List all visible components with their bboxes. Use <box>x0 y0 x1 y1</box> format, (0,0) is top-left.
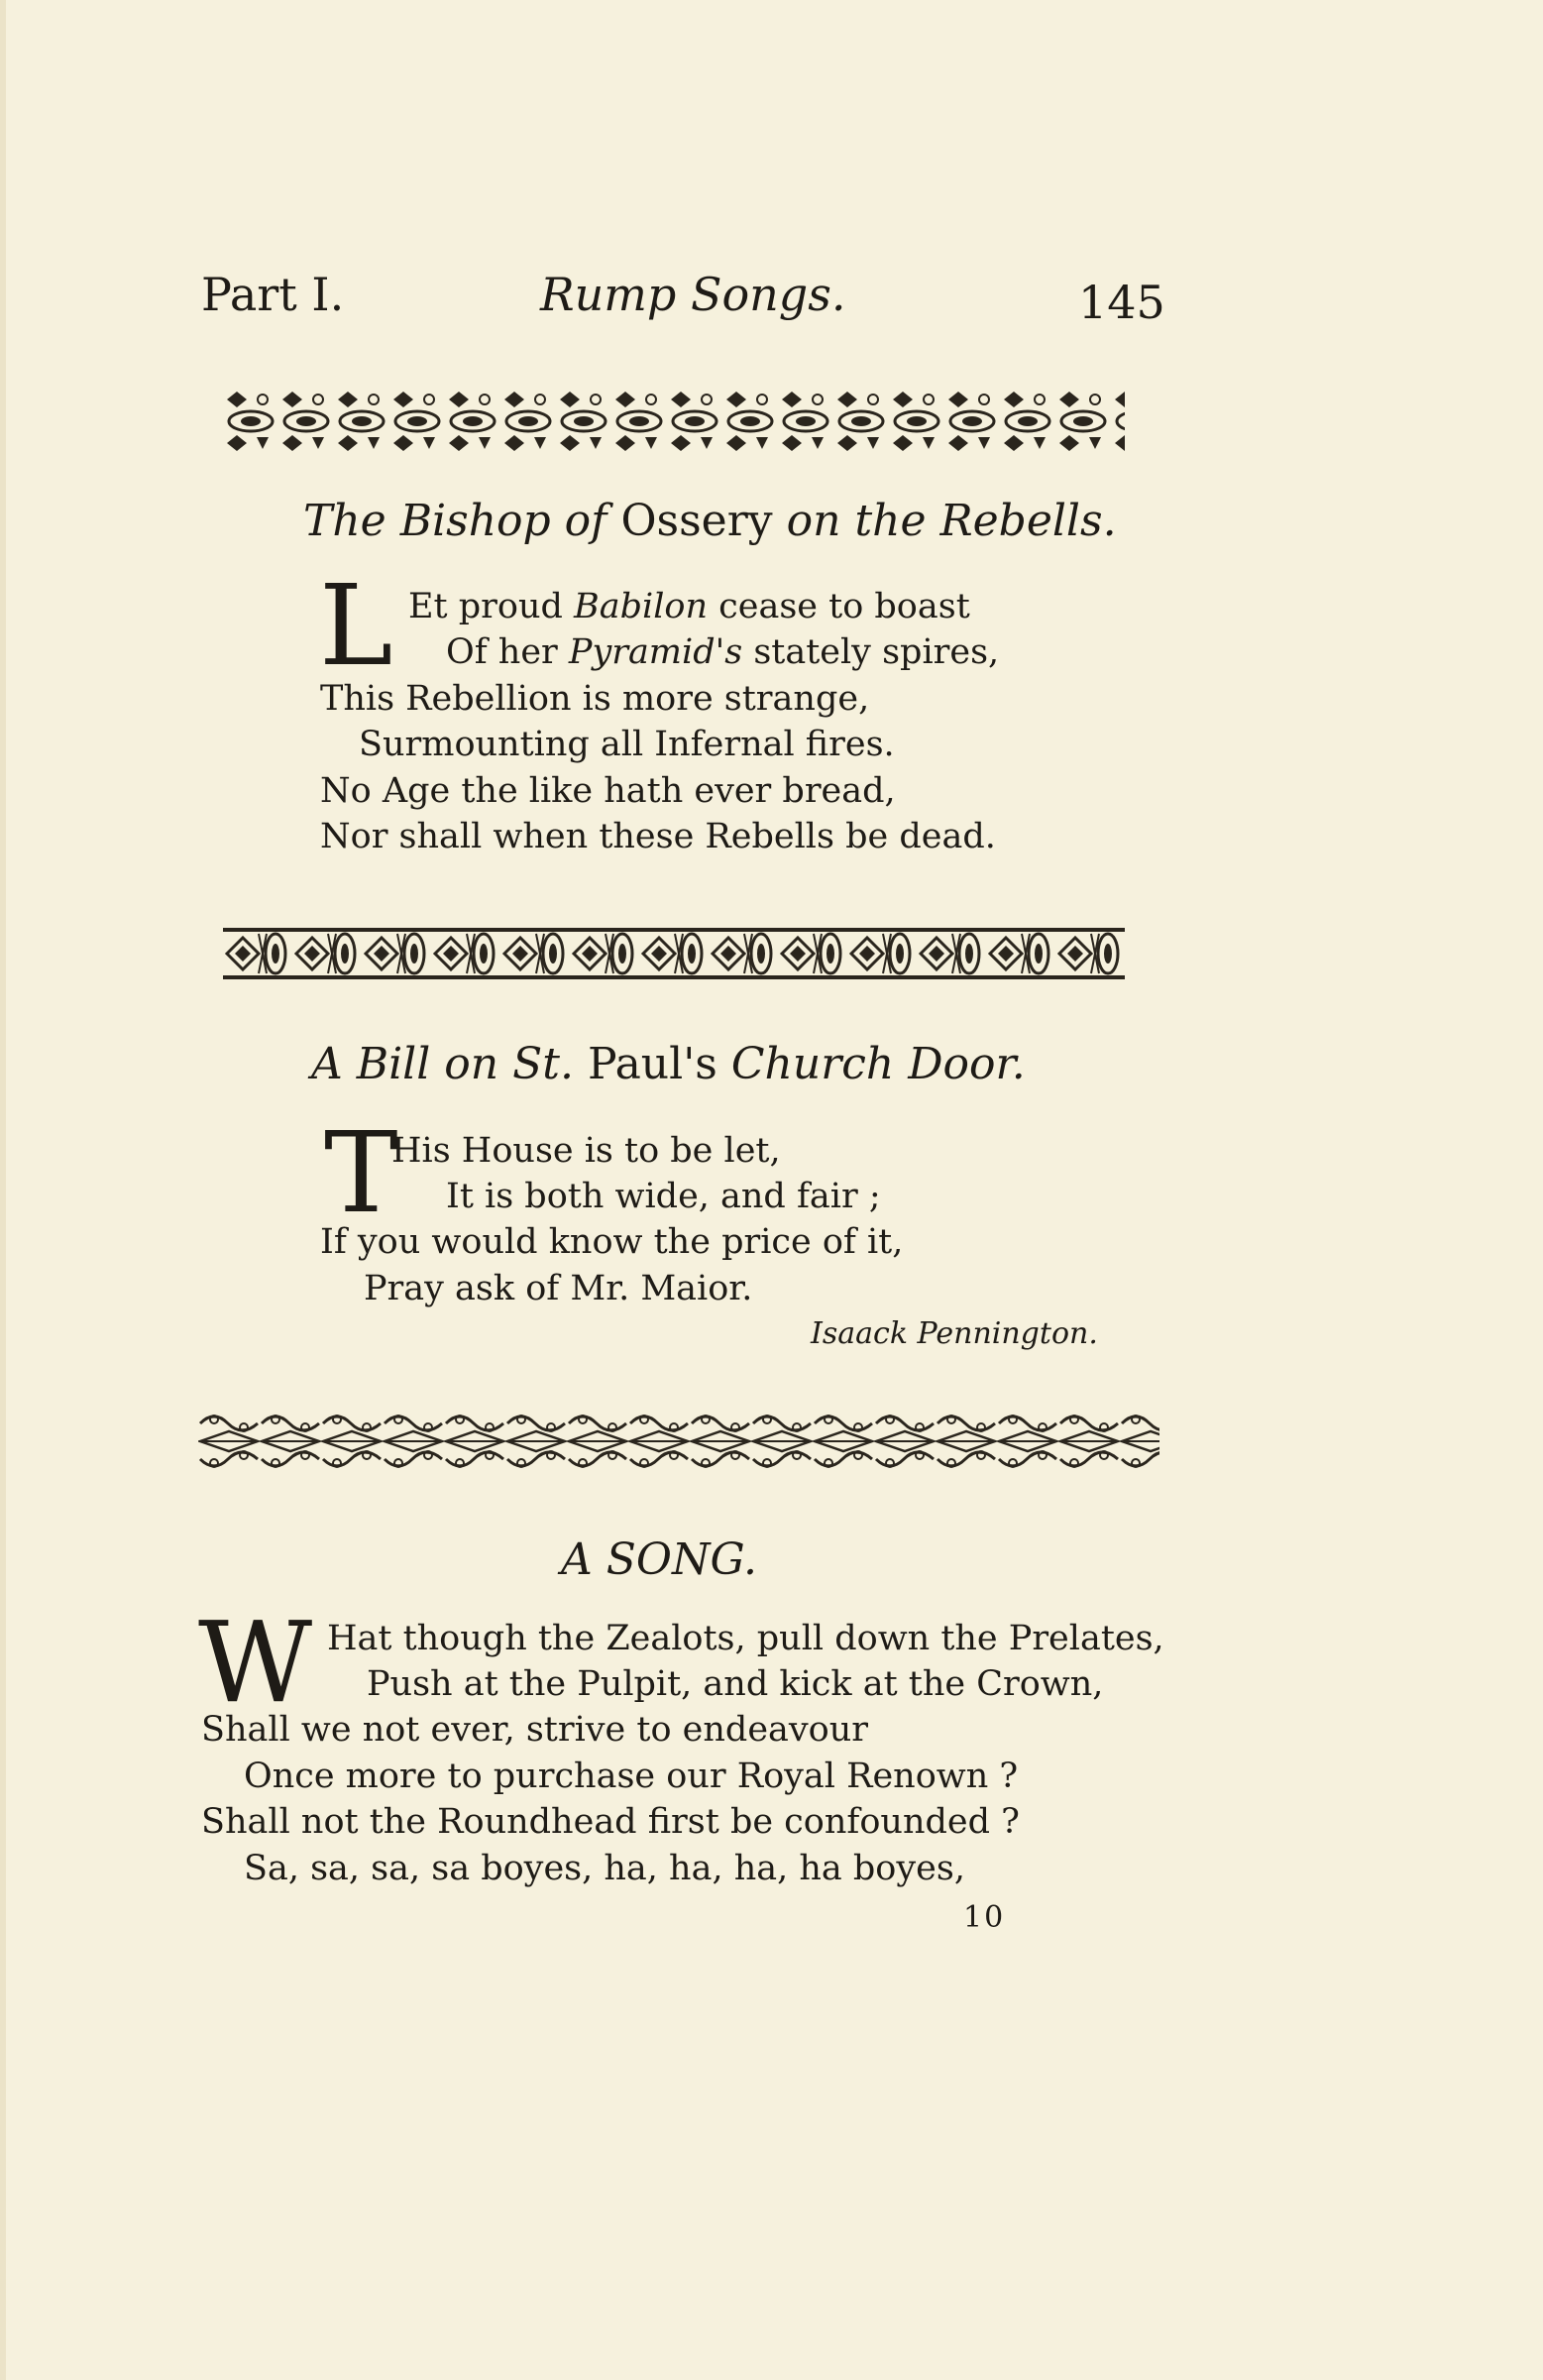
poem3-line-4: Once more to purchase our Royal Renown ? <box>244 1757 1019 1796</box>
ornament-band-1 <box>223 390 1125 453</box>
poem3-line-5: Shall not the Roundhead first be confounded ? <box>201 1802 1020 1842</box>
part-label: Part I. <box>201 268 345 321</box>
poem1-line-1 <box>408 584 970 629</box>
poem2-line-2: It is both wide, and fair ; <box>446 1177 881 1216</box>
poem3-line-6: Sa, sa, sa, sa boyes, ha, ha, ha, ha boyes, <box>244 1849 965 1888</box>
catchword: 10 <box>963 1900 1006 1935</box>
ornament-band-2 <box>223 924 1125 983</box>
poem2-drop-cap: T <box>324 1109 398 1238</box>
poem3-line-3: Shall we not ever, strive to endeavour <box>201 1710 869 1750</box>
poem1-line-2 <box>446 629 999 675</box>
poem1-line-3: This Rebellion is more strange, <box>320 679 870 719</box>
poem3-drop-cap: W <box>198 1599 313 1728</box>
page-number: 145 <box>1078 276 1165 329</box>
poem3-line-1: Hat though the Zealots, pull down the Prelates, <box>327 1619 1164 1658</box>
poem2-title-part2: Paul's <box>587 1039 717 1089</box>
poem3-title: A SONG. <box>561 1534 758 1585</box>
poem1-title-part2: Ossery <box>620 496 773 546</box>
poem1-line-2-c: stately spires, <box>742 632 1000 672</box>
poem1-title-part1: The Bishop of <box>303 496 607 546</box>
poem1-line-2-a: Of her <box>446 632 569 672</box>
poem2-title <box>311 1039 1026 1089</box>
running-title: Rump Songs. <box>540 268 846 321</box>
poem1-drop-cap: L <box>319 562 393 691</box>
poem1-title-part3: on the Rebells. <box>786 496 1117 546</box>
poem2-line-3: If you would know the price of it, <box>320 1222 904 1262</box>
poem1-line-5: No Age the like hath ever bread, <box>320 771 896 811</box>
poem1-line-4: Surmounting all Infernal fires. <box>359 725 895 764</box>
poem2-title-part3: Church Door. <box>730 1039 1026 1089</box>
poem1-line-2-b: Pyramid's <box>568 632 743 672</box>
poem1-line-1-c: cease to boast <box>708 587 970 626</box>
poem1-line-1-a: Et proud <box>408 587 575 626</box>
poem2-signature: Isaack Pennington. <box>811 1316 1098 1351</box>
poem3-line-2: Push at the Pulpit, and kick at the Crown, <box>367 1664 1104 1704</box>
poem1-title <box>303 496 1117 546</box>
poem2-title-part1: A Bill on St. <box>311 1039 574 1089</box>
poem2-line-1: His House is to be let, <box>391 1131 781 1171</box>
page-edge <box>0 0 6 2380</box>
poem1-line-6: Nor shall when these Rebells be dead. <box>320 817 996 856</box>
ornament-band-3 <box>198 1408 1159 1475</box>
poem1-line-1-b: Babilon <box>574 587 709 626</box>
poem2-line-4: Pray ask of Mr. Maior. <box>364 1269 753 1308</box>
